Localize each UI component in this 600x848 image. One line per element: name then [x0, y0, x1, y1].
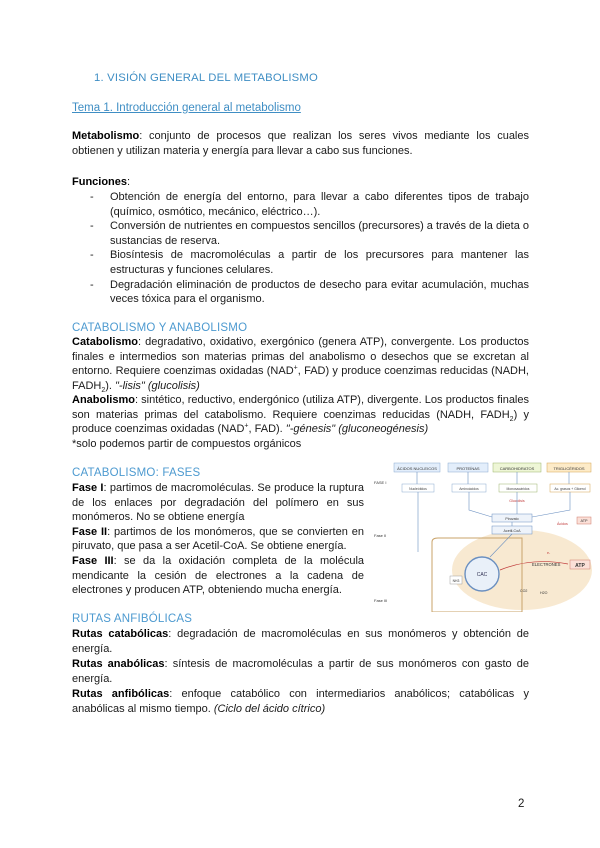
- funciones-colon: :: [127, 176, 131, 188]
- sub-2: 2: [509, 415, 514, 423]
- fases-title: CATABOLISMO: FASES: [72, 467, 201, 479]
- fase1-term: Fase I: [72, 482, 104, 494]
- metabolismo-term: Metabolismo: [72, 130, 140, 142]
- fases-paragraph: [72, 481, 364, 598]
- rutas-anf-term: Rutas anfibólicas: [72, 688, 170, 700]
- pyruvate-label: Piruvato: [505, 517, 519, 521]
- fase2-text: : partimos de los monómeros, que se convierten en piruvato, que pasa a ser Acetil-CoA. Se obtiene energía.: [72, 525, 364, 553]
- label-carbs: CARBOHIDRATOS: [499, 466, 535, 471]
- anfibolicas-title: RUTAS ANFIBÓLICAS: [72, 613, 193, 625]
- funciones-list: [90, 190, 529, 307]
- anabolismo-suffix: "-génesis" (gluconeogénesis): [285, 423, 429, 436]
- catabolismo-text2: , FAD) y produce coenzimas reducidas (NADH, FADH: [72, 365, 529, 392]
- list-item: - Degradación eliminación de productos de desecho para evitar acumulación, muchas veces tóxica para el organismo.: [90, 278, 529, 307]
- catabolismo-text: : degradativo, oxidativo, exergónico (genera ATP), convergente. Los productos finales e intermedios son materias primas del anabolismo o desechos que se excretan al entorno. Requiere coenzimas oxidadas (NAD: [72, 336, 529, 378]
- label-nucleic: ÁCIDOS NUCLEICOS: [397, 466, 437, 471]
- sup-plus: +: [293, 364, 298, 372]
- fase2-term: Fase II: [72, 525, 108, 538]
- page-number: 2: [518, 798, 525, 810]
- anabolismo-paragraph: [72, 393, 529, 437]
- rutas-catabolicas: [72, 627, 529, 656]
- acidos-label: Ácidos: [557, 522, 568, 526]
- label-tg: TRIGLICÉRIDOS: [553, 466, 585, 471]
- fase3-term: Fase III: [72, 554, 114, 567]
- sup-plus: +: [244, 422, 249, 430]
- atp-label-small: ATP: [580, 519, 588, 523]
- list-item: - Biosíntesis de macromoléculas a partir de los precursores para mantener las estructuras y funciones celulares.: [90, 248, 529, 277]
- rutas-ana-term: Rutas anabólicas: [72, 658, 165, 670]
- mono-label-2: Aminoácidos: [459, 487, 479, 491]
- catabolismo-text3: ).: [105, 379, 116, 392]
- fase3-text: : se da la oxidación completa de la molécula mendicante la cesión de electrones a la cadena de electrones y producen ATP, obteniendo mucha energía.: [72, 554, 365, 597]
- section-heading: 1. VISIÓN GENERAL DEL METABOLISMO: [94, 72, 319, 84]
- anabolismo-text2: ) y produce coenzimas oxidadas (NAD: [72, 408, 529, 436]
- phase2-label: Fase II: [374, 533, 387, 538]
- metabolismo-paragraph: [72, 129, 529, 158]
- glucolisis-label: Glucolisis: [509, 499, 525, 503]
- funciones-term: Funciones: [72, 176, 128, 188]
- fase1-text: : partimos de macromoléculas. Se produce la ruptura de los enlaces por degradación del polímero en sus monómeros. No se obtiene energía: [72, 482, 365, 524]
- anabolismo-term: Anabolismo: [72, 394, 135, 406]
- rutas-cat-term: Rutas catabólicas: [72, 628, 169, 640]
- sub-2: 2: [101, 386, 106, 394]
- mono-label-1: Nucleótidos: [409, 487, 427, 491]
- rutas-anf-text: : enfoque catabólico con intermediarios anabólicos; catabólicas y anabólicas al mismo tiempo.: [72, 688, 530, 715]
- phase1-label: FASE I: [374, 480, 387, 485]
- label-proteins: PROTEÍNAS: [456, 466, 480, 471]
- e-label: e-: [547, 551, 551, 555]
- funciones-label: [72, 175, 529, 190]
- metabolismo-text: : conjunto de procesos que realizan los seres vivos mediante los cuales obtienen y utilizan materia y energía para llevar a cabo sus funciones.: [72, 130, 529, 157]
- mono-label-3: Monosacáridos: [506, 487, 530, 491]
- rutas-cat-text: : degradación de macromoléculas en sus monómeros y obtención de energía.: [72, 628, 529, 655]
- mono-label-4: Ac. grasos + Glicerol: [554, 487, 586, 491]
- catabolismo-anabolismo-title: CATABOLISMO Y ANABOLISMO: [72, 322, 248, 334]
- rutas-anf-suffix: (Ciclo del ácido cítrico): [213, 702, 326, 715]
- h2o-label: H2O: [540, 591, 548, 595]
- nh3-label: NH3: [452, 579, 460, 583]
- list-item: - Conversión de nutrientes en compuestos sencillos (precursores) a través de la dieta o sustancias de reserva.: [90, 219, 529, 248]
- anabolismo-text: : sintético, reductivo, endergónico (utiliza ATP), divergente. Los productos finales son materias primas del catabolismo. Requiere coenzimas reducidas (NADH, FADH: [72, 394, 529, 421]
- list-item: - Obtención de energía del entorno, para llevar a cabo diferentes tipos de trabajo (químico, osmótico, mecánico, eléctrico…).: [90, 190, 529, 219]
- note: *solo podemos partir de compuestos orgánicos: [72, 438, 302, 450]
- catabolismo-term: Catabolismo: [72, 336, 139, 348]
- topic-heading: Tema 1. Introducción general al metabolismo: [72, 102, 301, 114]
- anabolismo-text3: , FAD).: [248, 423, 286, 436]
- rutas-anfibolicas: [72, 687, 529, 716]
- phase3-label: Fase III: [374, 598, 388, 603]
- catabolismo-paragraph: [72, 335, 529, 393]
- rutas-ana-text: : síntesis de macromoléculas a partir de sus monómeros con gasto de energía.: [72, 658, 529, 685]
- electrones-label: ELECTRONES: [532, 562, 561, 567]
- catabolismo-suffix: "-lisis" (glucolisis): [115, 379, 200, 392]
- cac-label: CAC: [476, 572, 488, 578]
- acetylcoa-label: Acetil-CoA: [503, 529, 521, 533]
- catabolism-phases-figure: [372, 462, 600, 612]
- co2-label: CO2: [520, 589, 528, 593]
- rutas-anabolicas: [72, 657, 529, 686]
- atp-label: ATP: [575, 563, 585, 569]
